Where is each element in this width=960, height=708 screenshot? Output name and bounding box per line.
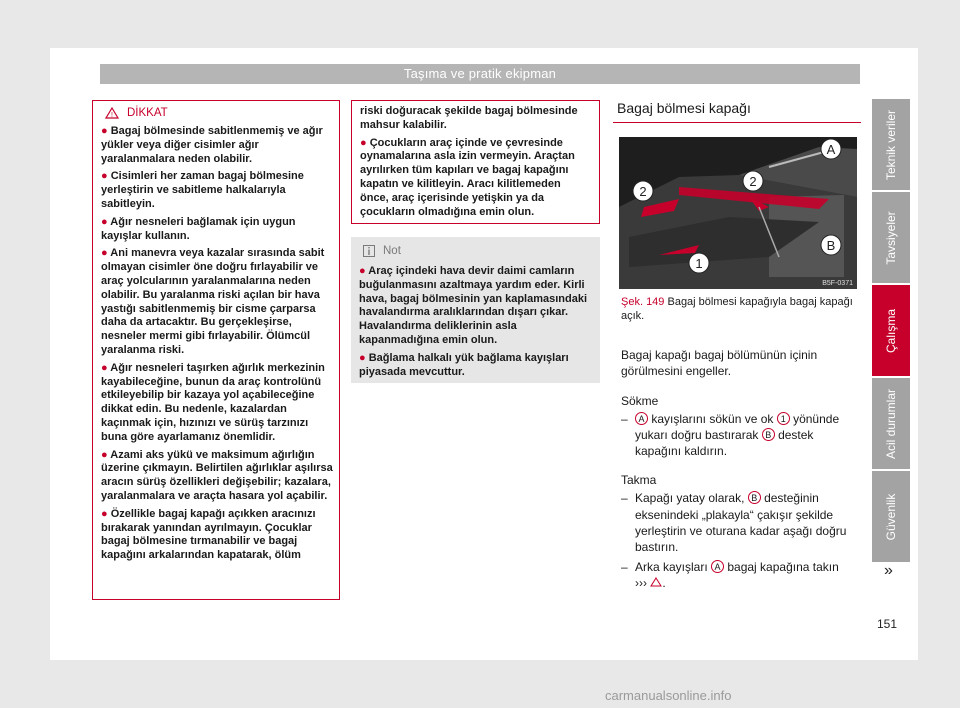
bullet-icon: ● — [101, 507, 111, 520]
figure-label-b: B — [826, 238, 836, 253]
note-list — [359, 265, 592, 379]
caption-text: Bagaj bölmesi kapağıyla bagaj kapağı açık. — [621, 296, 853, 322]
warning-item: ● Azami aks yükü ve maksimum ağırlığın üzerine çıkmayın. Belirtilen ağırlıklar aşılırsa aracın sürüş özellikleri değişebilir; kazalara, yaralanmalara ve araçta hasara yol açabilir. — [101, 448, 333, 502]
intro-text: Bagaj kapağı bagaj bölümünün içinin görülmesini engeller. — [621, 348, 818, 379]
tag-1: 1 — [777, 412, 790, 425]
watermark: carmanualsonline.info — [605, 688, 732, 703]
figure-caption — [621, 295, 861, 323]
bullet-icon: ● — [101, 170, 111, 183]
install-step: – Kapağı yatay olarak, B desteğinin eksenindeki „plakayla“ çakışır şekilde yerleştirin ve oturana kadar aşağı doğru bastırın. — [621, 491, 847, 555]
warning-item: ● Bagaj bölmesinde sabitlenmemiş ve ağır yükler veya diğer cisimler ağır yaralanmalara neden olabilir. — [101, 125, 323, 165]
warning-list — [93, 123, 339, 563]
remove-title: Sökme — [621, 393, 659, 408]
warning-label: DİKKAT — [127, 107, 168, 119]
figure-code: B5F-0371 — [822, 280, 853, 287]
figure-label-a: A — [826, 142, 836, 157]
warning-triangle-icon — [105, 107, 119, 119]
bullet-icon: ● — [359, 351, 369, 364]
svg-text:!: ! — [111, 112, 113, 119]
tab-acil-durumlar[interactable]: Acil durumlar — [872, 378, 910, 469]
warning-item: ● Çocukların araç içinde ve çevresinde oynamalarına asla izin vermeyin. Araçtan ayrılırken tüm kapıları ve bagaj kapağını kapatın ve kilitleyin. Aracı kilitlemeden önce, araç içerisinde yetişkin ya da çocukların olmadığına emin olun. — [360, 136, 575, 218]
tag-a: A — [711, 560, 724, 573]
warning-ref-icon — [650, 577, 662, 587]
note-icon — [363, 245, 375, 257]
warning-continuation-box — [351, 100, 600, 224]
note-box — [351, 237, 600, 383]
figure-label-2b: 2 — [749, 174, 757, 189]
note-item: ● Bağlama halkalı yük bağlama kayışları piyasada mevcuttur. — [359, 351, 569, 378]
page-header: Taşıma ve pratik ekipman — [100, 64, 860, 84]
section-column — [613, 100, 861, 591]
install-title: Takma — [621, 473, 657, 488]
figure-label-2: 2 — [639, 184, 647, 199]
bullet-icon: ● — [101, 125, 111, 137]
install-step: – Arka kayışları A bagaj kapağına takın ››› . — [621, 559, 839, 590]
note-label: Not — [383, 245, 401, 257]
continue-mark: » — [884, 562, 893, 579]
figure-label-1: 1 — [695, 256, 703, 271]
tab-calisma[interactable]: Çalışma — [872, 285, 910, 376]
warning-item: ● Ani manevra veya kazalar sırasında sabit olmayan cisimler öne doğru fırlayabilir ve araç yolcularının yaralanmalarına neden olabilir. Bu yaralanma riski açılan bir hava yastığı sabitlenmemiş bir cisme çarparsa daha da artacaktır. Bu gerçekleşirse, nesneler mermi gibi fırlayabilir. Ölümcül yaralanma riski. — [101, 247, 325, 356]
warning-header — [93, 101, 339, 123]
more-arrows: ››› — [635, 575, 647, 590]
warning-item: ● Ağır nesneleri bağlamak için uygun kayışlar kullanın. — [101, 215, 296, 242]
tag-b: B — [762, 428, 775, 441]
bullet-icon: ● — [101, 247, 111, 260]
chapter-tabs — [872, 99, 910, 564]
note-item: ● Araç içindeki hava devir daimi camların buğulanmasını azaltmaya yardım eder. Kirli hava, bagaj bölmesinin yan kaplamasındaki havalandırma aralıklarından dışarı çıkar. Havalandırma deliklerinin asla kapanmadığına emin olun. — [359, 265, 588, 346]
trunk-figure — [619, 137, 857, 289]
warning-continuation: riski doğuracak şekilde bagaj bölmesinde mahsur kalabilir. — [360, 105, 578, 131]
tab-guvenlik[interactable]: Güvenlik — [872, 471, 910, 562]
caption-label: Şek. 149 — [621, 296, 665, 308]
tag-b: B — [748, 491, 761, 504]
bullet-icon: ● — [101, 361, 111, 374]
bullet-icon: ● — [360, 136, 370, 149]
trunk-illustration — [619, 137, 857, 289]
section-title: Bagaj bölmesi kapağı — [613, 100, 861, 123]
note-header — [359, 237, 592, 265]
bullet-icon: ● — [101, 215, 111, 228]
warning-item: ● Cisimleri her zaman bagaj bölmesine yerleştirin ve sabitleme halkalarıyla sabitleyin. — [101, 170, 304, 210]
bullet-icon: ● — [101, 448, 111, 461]
warning-item: ● Ağır nesneleri taşırken ağırlık merkezinin kayabileceğine, bunun da araç kontrolünü etkileyebilip bir kazaya yol açabileceğine dikkat edin. Bu nedenle, kazalardan kaçınmak için, hızınızı ve sürüş tarzınızı buna göre ayarlamanız önemlidir. — [101, 361, 325, 443]
tag-a: A — [635, 412, 648, 425]
tab-teknik-veriler[interactable]: Teknik veriler — [872, 99, 910, 190]
warning-box — [92, 100, 340, 600]
warning-item: ● Özellikle bagaj kapağı açıkken aracınızı bırakarak yanından ayrılmayın. Çocuklar bagaj bölmesine tırmanabilir ve bagaj kapağını arkalarından kapatarak, ölüm — [101, 507, 316, 562]
remove-step: – A kayışlarını sökün ve ok 1 yönünde yukarı doğru bastırarak B destek kapağını kaldırın. — [621, 411, 840, 459]
bullet-icon: ● — [359, 265, 369, 277]
page-number: 151 — [877, 617, 898, 631]
tab-tavsiyeler[interactable]: Tavsiyeler — [872, 192, 910, 283]
